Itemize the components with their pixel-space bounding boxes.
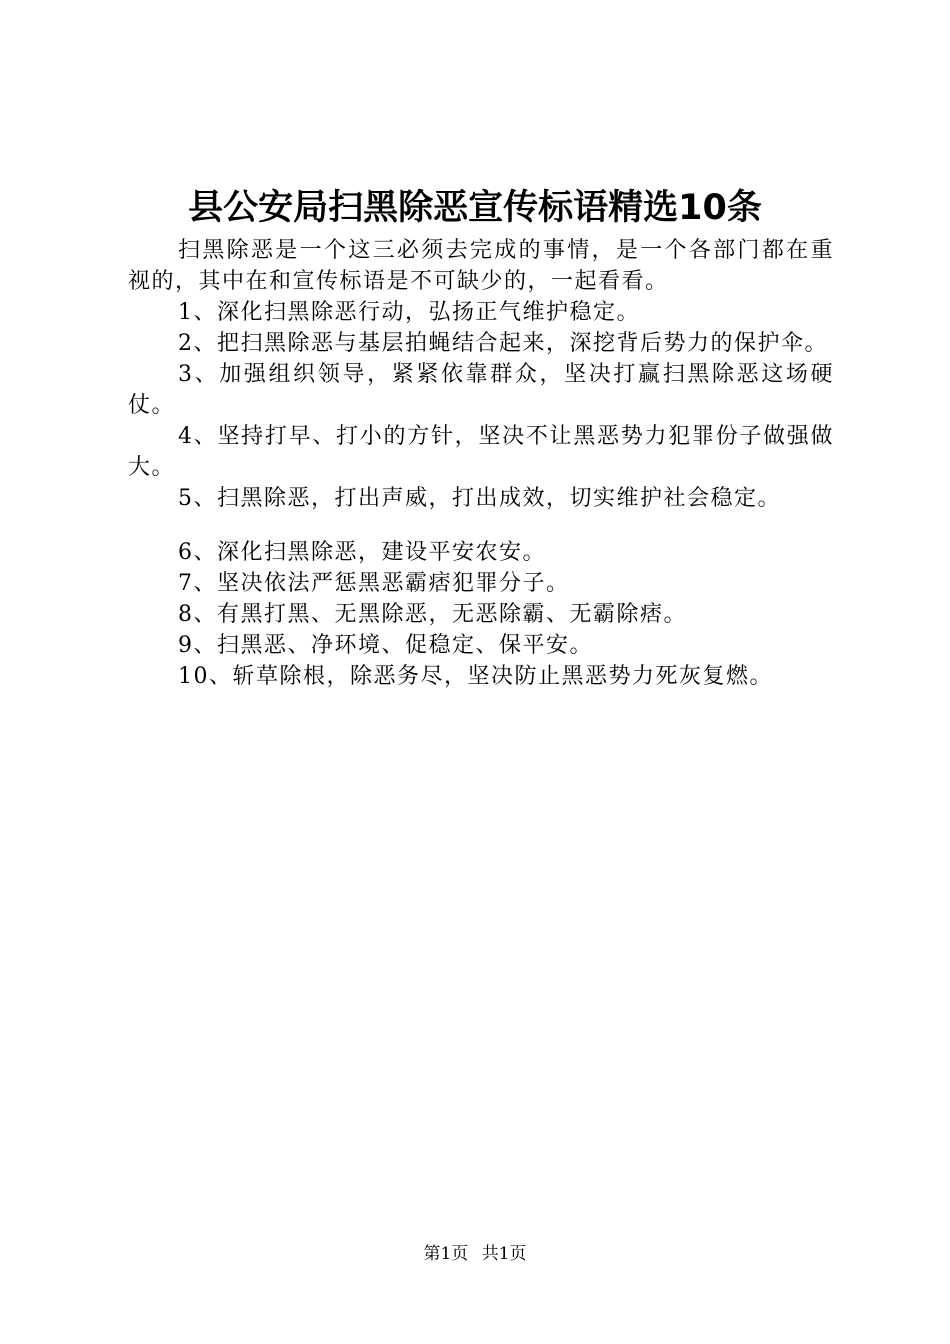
document-title: 县公安局扫黑除恶宣传标语精选10条: [188, 188, 762, 228]
slogan-item-7: 7、坚决依法严惩黑恶霸痞犯罪分子。: [178, 571, 570, 596]
slogan-item-8: 8、有黑打黑、无黑除恶，无恶除霸、无霸除痞。: [178, 602, 687, 627]
page-footer: [0, 1243, 950, 1265]
slogan-item-3: 3、加强组织领导，紧紧依靠群众，坚决打赢扫黑除恶这场硬仗。: [128, 362, 834, 418]
slogan-item-10: 10、斩草除根，除恶务尽，坚决防止黑恶势力死灰复燃。: [178, 664, 773, 689]
slogan-item-2: 2、把扫黑除恶与基层拍蝇结合起来，深挖背后势力的保护伞。: [178, 331, 828, 356]
slogan-item-1: 1、深化扫黑除恶行动，弘扬正气维护稳定。: [178, 300, 640, 325]
intro-paragraph: 扫黑除恶是一个这三必须去完成的事情，是一个各部门都在重视的，其中在和宣传标语是不可缺少的，一起看看。: [128, 238, 834, 294]
slogan-item-9: 9、扫黑恶、净环境、促稳定、保平安。: [178, 633, 593, 658]
page-number-current: 第1页: [423, 1244, 469, 1264]
slogan-item-4: 4、坚持打早、打小的方针，坚决不让黑恶势力犯罪份子做强做大。: [128, 424, 834, 480]
paragraph-gap: [128, 514, 834, 537]
slogan-item-5: 5、扫黑除恶，打出声威，打出成效，切实维护社会稳定。: [178, 486, 781, 511]
document-body: [128, 235, 834, 692]
page-number-total: 共1页: [481, 1244, 527, 1264]
slogan-item-6: 6、深化扫黑除恶，建设平安农安。: [178, 540, 546, 565]
